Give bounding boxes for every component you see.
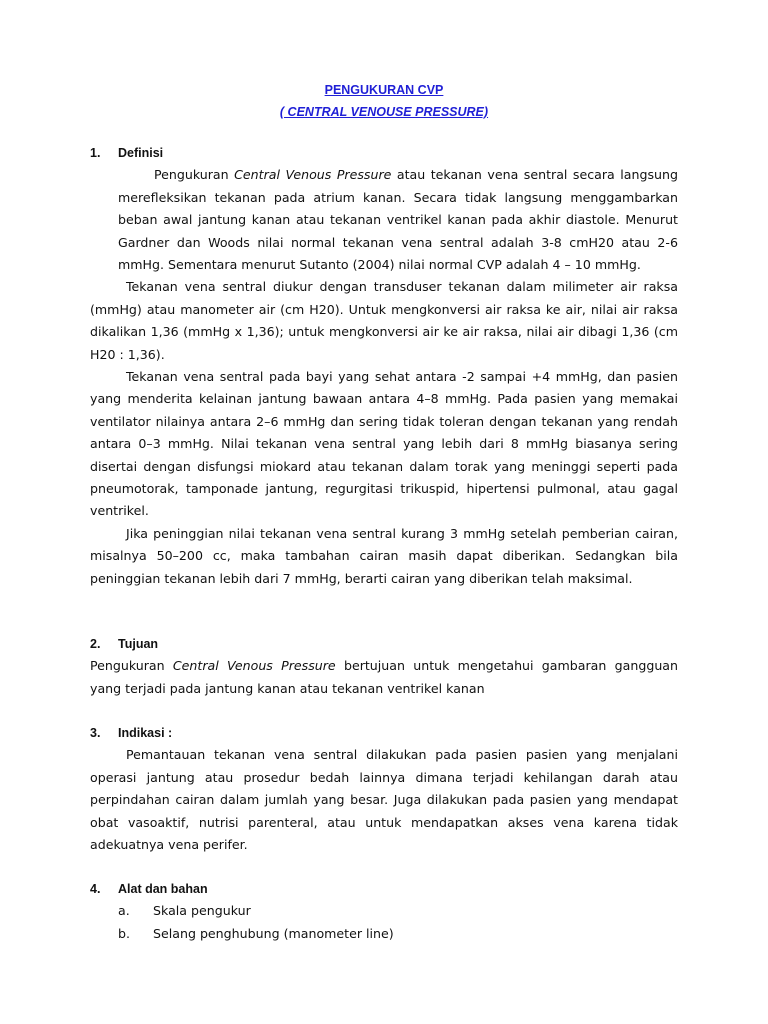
section-definisi [90,142,678,590]
paragraph-emphasis: Central Venous Pressure [234,167,392,183]
section-tujuan [90,633,678,700]
section-title: Tujuan [118,637,159,651]
section-title: Alat dan bahan [118,882,208,896]
section-title: Definisi [118,146,164,160]
section-heading [90,722,678,744]
list-item-label: b. [118,925,130,941]
paragraph-text: bertujuan untuk mengetahui gambaran gangguan yang terjadi pada jantung kanan atau tekanan ventrikel kanan [90,658,678,696]
list-item-text: Selang penghubung (manometer line) [153,925,394,941]
paragraph [90,655,678,700]
section-alat-dan-bahan [90,878,678,945]
paragraph: Tekanan vena sentral pada bayi yang sehat antara -2 sampai +4 mmHg, dan pasien yang menderita kelainan jantung bawaan antara 4–8 mmHg. Pada pasien yang memakai ventilator nilainya antara 2–6 mmHg dan sering tidak toleran dengan tekanan yang rendah antara 0–3 mmHg. Nilai tekanan vena sentral yang lebih dari 8 mmHg biasanya sering disertai dengan disfungsi miokard atau tekanan dalam torak yang meninggi seperti pada pneumotorak, tamponade jantung, regurgitasi trikuspid, hipertensi pulmonal, atau gagal ventrikel. [90,369,678,519]
title-block [0,79,768,123]
section-indikasi [90,722,678,856]
document-title: PENGUKURAN CVP [324,83,444,97]
section-number: 3. [90,726,101,740]
list-item [118,923,678,945]
paragraph-text: Pengukuran [154,167,235,183]
paragraph [118,164,678,276]
document-subtitle: ( CENTRAL VENOUSE PRESSURE) [279,105,489,119]
section-number: 1. [90,146,101,160]
section-title: Indikasi : [118,726,173,740]
list-item-label: a. [118,903,130,919]
paragraph-emphasis: Central Venous Pressure [172,658,336,674]
section-heading [90,878,678,900]
paragraph: Pemantauan tekanan vena sentral dilakukan pada pasien pasien yang menjalani operasi jantung atau prosedur bedah lainnya dimana terjadi kehilangan darah atau perpindahan cairan dalam jumlah yang besar. Juga dilakukan pada pasien yang mendapat obat vasoaktif, nutrisi parenteral, atau untuk mendapatkan akses vena karena tidak adekuatnya vena perifer. [90,747,678,853]
paragraph: Jika peninggian nilai tekanan vena sentral kurang 3 mmHg setelah pemberian cairan, misalnya 50–200 cc, maka tambahan cairan masih dapat diberikan. Sedangkan bila peninggian tekanan lebih dari 7 mmHg, berarti cairan yang diberikan telah maksimal. [90,525,678,586]
list-item [118,900,678,922]
paragraph-text: atau tekanan vena sentral secara langsung merefleksikan tekanan pada atrium kanan. Secara tidak langsung menggambarkan beban awal jantung kanan atau tekanan ventrikel kanan pada akhir diastole. Menurut Gardner dan Woods nilai normal tekanan vena sentral adalah 3-8 cmH20 atau 2-6 mmHg. Sementara menurut Sutanto (2004) nilai normal CVP adalah 4 – 10 mmHg. [118,167,678,273]
paragraph: Tekanan vena sentral diukur dengan transduser tekanan dalam milimeter air raksa (mmHg) atau manometer air (cm H20). Untuk mengkonversi air raksa ke air, nilai air raksa dikalikan 1,36 (mmHg x 1,36); untuk mengkonversi air ke air raksa, nilai air dibagi 1,36 (cm H20 : 1,36). [90,279,678,362]
section-heading [90,142,678,164]
list-item-text: Skala pengukur [153,903,251,919]
section-number: 4. [90,882,101,896]
section-number: 2. [90,637,101,651]
section-heading [90,633,678,655]
paragraph-text: Pengukuran [90,658,173,674]
